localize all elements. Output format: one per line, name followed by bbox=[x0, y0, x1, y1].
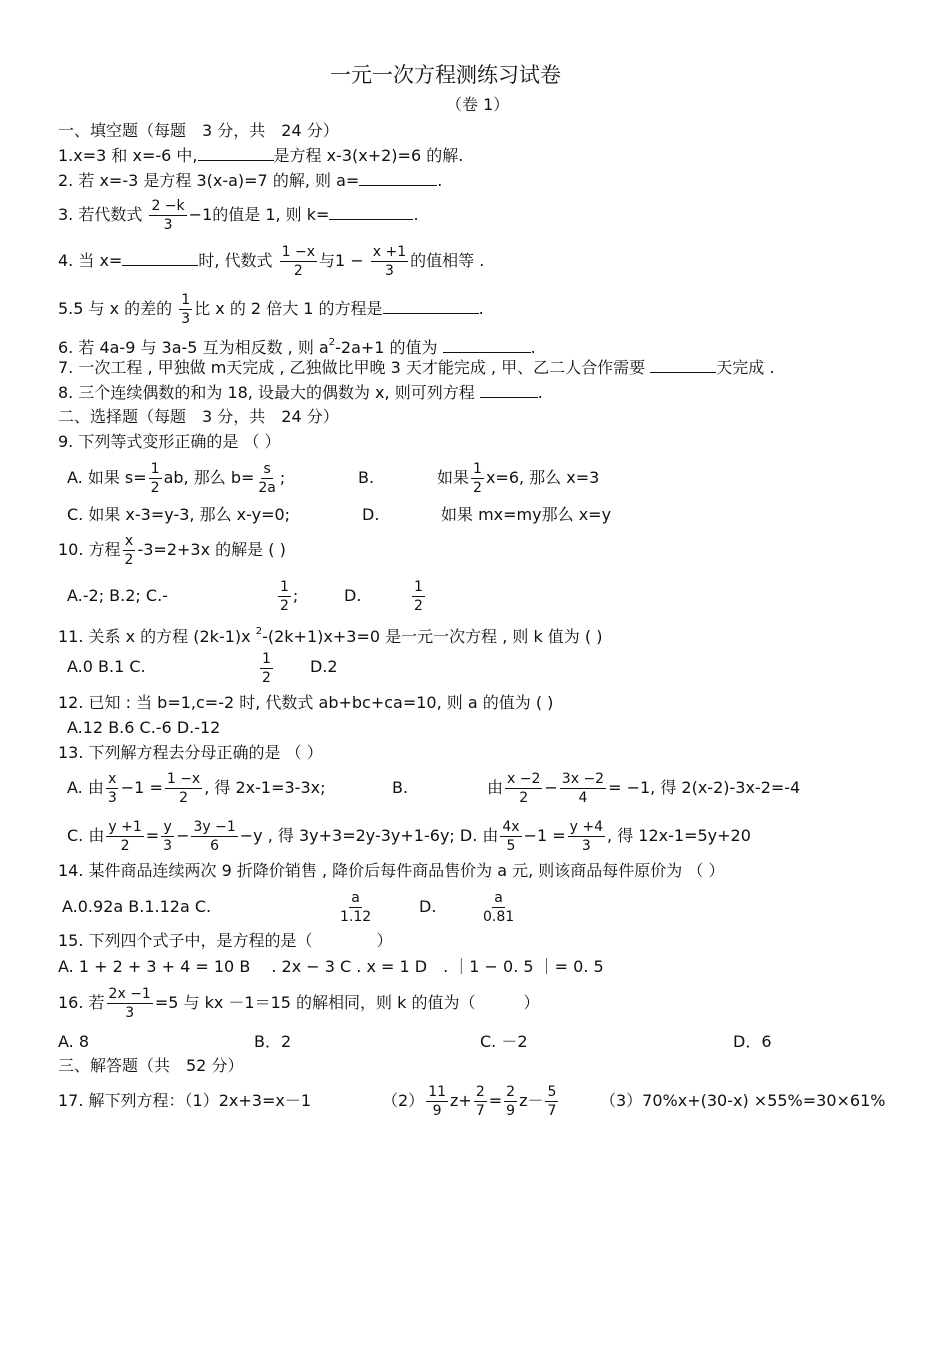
page-subtitle: （卷 1） bbox=[446, 95, 510, 114]
fraction-numerator: 1 −x bbox=[281, 244, 315, 260]
fraction bbox=[481, 889, 516, 926]
fraction-denominator: 2 bbox=[293, 263, 303, 279]
fraction bbox=[260, 650, 273, 687]
fraction-denominator: 3 bbox=[163, 217, 173, 233]
fraction-numerator: y +1 bbox=[108, 819, 142, 835]
fraction-denominator: 6 bbox=[210, 838, 220, 854]
q9-a-text: A. 如果 s= bbox=[67, 468, 147, 487]
fraction-numerator: x bbox=[124, 533, 134, 549]
q14-option-d bbox=[479, 887, 518, 927]
q16-text-a: 16. 若 bbox=[58, 993, 105, 1012]
answer-blank[interactable] bbox=[198, 146, 274, 161]
fraction bbox=[179, 291, 192, 328]
q9-option-b bbox=[437, 458, 599, 498]
fraction bbox=[161, 818, 174, 855]
q11-text-a: 11. 关系 x 的方程 (2k-1)x bbox=[58, 627, 251, 646]
q14-option-d-label: D. bbox=[419, 897, 437, 916]
q10-options: A.-2; B.2; C.- bbox=[67, 586, 168, 605]
fraction-denominator: 2 bbox=[280, 598, 289, 614]
question-2 bbox=[58, 171, 442, 191]
q11-option-d: D.2 bbox=[310, 657, 338, 676]
fraction bbox=[500, 818, 521, 855]
fraction-numerator: 4x bbox=[502, 819, 520, 835]
superscript: 2 bbox=[328, 337, 336, 348]
fraction bbox=[191, 818, 237, 855]
q16-option-d: D．6 bbox=[733, 1032, 772, 1051]
fraction bbox=[426, 1083, 448, 1120]
fraction-numerator: 1 bbox=[473, 461, 482, 477]
q13-c-text: −y , 得 3y+3=2y-3y+1-6y; D. 由 bbox=[239, 826, 499, 845]
answer-blank[interactable] bbox=[383, 299, 479, 314]
q13-d-text: −1 = bbox=[523, 826, 566, 845]
q9-option-d: 如果 mx=my那么 x=y bbox=[441, 505, 612, 524]
question-10 bbox=[58, 530, 286, 570]
q1-text-a: 1.x=3 和 x=-6 中, bbox=[58, 146, 198, 165]
question-14-stem: 14. 某件商品连续两次 9 折降价销售 , 降价后每件商品售价为 a 元, 则该商品每件原价为 （ ） bbox=[58, 861, 725, 880]
q9-b-text: 如果 bbox=[437, 468, 470, 487]
fraction-denominator: 9 bbox=[432, 1103, 442, 1119]
section-heading-choice: 二、选择题（每题 3 分，共 24 分） bbox=[58, 407, 339, 426]
fraction-numerator: a bbox=[351, 890, 360, 906]
q17-text: （2） bbox=[382, 1091, 425, 1110]
q4-text-d: 的值相等 . bbox=[410, 251, 485, 270]
q13-option-b bbox=[487, 768, 800, 808]
question-17-part-2 bbox=[382, 1081, 560, 1121]
fraction-numerator: 1 bbox=[150, 461, 160, 477]
q9-b-text: x=6, 那么 x=3 bbox=[485, 468, 600, 487]
answer-blank[interactable] bbox=[443, 338, 531, 353]
q3-text-a: 3. 若代数式 bbox=[58, 205, 143, 224]
fraction-numerator: 11 bbox=[428, 1084, 447, 1100]
q8-text-b: . bbox=[537, 383, 543, 402]
fraction bbox=[371, 243, 408, 280]
q13-option-c-d bbox=[67, 816, 751, 856]
fraction bbox=[256, 460, 278, 497]
fraction bbox=[412, 578, 425, 615]
question-12-stem: 12. 已知 : 当 b=1,c=-2 时, 代数式 ab+bc+ca=10, 则 a 的值为 ( ) bbox=[58, 693, 554, 712]
q9-option-b-label: B. bbox=[358, 468, 375, 487]
question-15-stem: 15. 下列四个式子中，是方程的是（ ） bbox=[58, 931, 393, 950]
answer-blank[interactable] bbox=[650, 358, 716, 373]
q17-text: z－ bbox=[519, 1091, 544, 1110]
fraction bbox=[545, 1083, 558, 1120]
q6-text-b: -2a+1 的值为 bbox=[335, 338, 438, 357]
q2-text-b: . bbox=[437, 171, 443, 190]
fraction-denominator: 1.12 bbox=[340, 909, 372, 925]
fraction-denominator: 2 bbox=[150, 480, 160, 496]
fraction-numerator: 2x −1 bbox=[108, 986, 151, 1002]
fraction-denominator: 2 bbox=[519, 790, 529, 806]
q13-a-text: , 得 2x-1=3-3x; bbox=[204, 778, 326, 797]
fraction-denominator: 3 bbox=[125, 1005, 135, 1021]
q4-text-c: 与1 − bbox=[318, 251, 364, 270]
q14-options: A.0.92a B.1.12a C. bbox=[62, 897, 212, 916]
fraction bbox=[471, 460, 484, 497]
q9-a-text: ab, 那么 b= bbox=[163, 468, 255, 487]
q14-option-c bbox=[336, 887, 375, 927]
q7-text-b: 天完成 . bbox=[716, 358, 775, 377]
q8-text-a: 8. 三个连续偶数的和为 18, 设最大的偶数为 x, 则可列方程 bbox=[58, 383, 475, 402]
fraction-numerator: 1 bbox=[414, 579, 423, 595]
fraction-numerator: x +1 bbox=[372, 244, 407, 260]
fraction bbox=[504, 1083, 517, 1120]
q9-option-a bbox=[67, 458, 285, 498]
q13-b-text: − bbox=[544, 778, 558, 797]
fraction-numerator: 1 −x bbox=[166, 771, 201, 787]
fraction-denominator: 2 bbox=[120, 838, 130, 854]
fraction bbox=[338, 889, 373, 926]
fraction-numerator: 1 bbox=[181, 292, 191, 308]
fraction-denominator: 3 bbox=[581, 838, 591, 854]
q13-c-text: C. 由 bbox=[67, 826, 105, 845]
fraction-numerator: a bbox=[494, 890, 503, 906]
q4-text-b: 时, 代数式 bbox=[198, 251, 273, 270]
q10-option-d bbox=[410, 576, 427, 616]
fraction-denominator: 4 bbox=[578, 790, 588, 806]
fraction-denominator: 3 bbox=[163, 838, 173, 854]
q11-text-b: -(2k+1)x+3=0 是一元一次方程 , 则 k 值为 ( ) bbox=[262, 627, 603, 646]
q5-text-b: 比 x 的 2 倍大 1 的方程是 bbox=[194, 299, 383, 318]
fraction-denominator: 5 bbox=[506, 838, 516, 854]
q13-b-text: = −1, 得 2(x-2)-3x-2=-4 bbox=[608, 778, 801, 797]
q5-text-c: . bbox=[478, 299, 484, 318]
fraction-numerator: 1 bbox=[280, 579, 289, 595]
fraction-numerator: 3x −2 bbox=[561, 771, 605, 787]
answer-blank[interactable] bbox=[122, 251, 198, 266]
question-9-stem: 9. 下列等式变形正确的是 （ ） bbox=[58, 432, 281, 451]
q3-text-c: . bbox=[413, 205, 419, 224]
q11-option-c bbox=[258, 648, 275, 688]
q13-option-b-label: B. bbox=[392, 778, 409, 797]
fraction bbox=[278, 578, 291, 615]
section-heading-solve: 三、解答题（共 52 分） bbox=[58, 1056, 244, 1075]
q13-b-text: 由 bbox=[487, 778, 504, 797]
q6-text-a: 6. 若 4a-9 与 3a-5 互为相反数 , 则 a bbox=[58, 338, 329, 357]
q9-option-d-label: D. bbox=[362, 505, 380, 524]
question-7 bbox=[58, 358, 774, 378]
fraction bbox=[149, 460, 162, 497]
q13-option-a bbox=[67, 768, 325, 808]
q16-option-c: C. －2 bbox=[480, 1032, 528, 1051]
q5-text-a: 5.5 与 x 的差的 bbox=[58, 299, 173, 318]
fraction-denominator: 2 bbox=[179, 790, 188, 806]
q10-semicolon: ; bbox=[292, 586, 299, 605]
question-1 bbox=[58, 146, 463, 166]
fraction-numerator: s bbox=[263, 461, 271, 477]
q13-c-text: = bbox=[145, 826, 160, 845]
answer-blank[interactable] bbox=[329, 205, 413, 220]
fraction-denominator: 3 bbox=[181, 311, 191, 327]
fraction-denominator: 7 bbox=[475, 1103, 485, 1119]
fraction bbox=[568, 818, 605, 855]
q3-text-b: −1的值是 1, 则 k= bbox=[188, 205, 330, 224]
fraction-numerator: y bbox=[163, 819, 172, 835]
question-17-part-1: 17. 解下列方程：（1）2x+3=x－1 bbox=[58, 1091, 312, 1110]
fraction-denominator: 2a bbox=[258, 480, 276, 496]
q13-a-text: −1 = bbox=[120, 778, 163, 797]
fraction bbox=[165, 770, 202, 807]
fraction-denominator: 3 bbox=[107, 790, 117, 806]
q9-option-c: C. 如果 x-3=y-3, 那么 x-y=0; bbox=[67, 505, 291, 524]
fraction-denominator: 2 bbox=[473, 480, 482, 496]
question-6 bbox=[58, 333, 536, 358]
q17-text: = bbox=[488, 1091, 503, 1110]
fraction-numerator: 3y −1 bbox=[193, 819, 236, 835]
q6-text-c: . bbox=[530, 338, 536, 357]
q7-text-a: 7. 一次工程 , 甲独做 m天完成 , 乙独做比甲晚 3 天才能完成 , 甲、乙二人合作需要 bbox=[58, 358, 646, 377]
fraction-numerator: x −2 bbox=[507, 771, 541, 787]
q10-text-a: 10. 方程 bbox=[58, 540, 121, 559]
question-5 bbox=[58, 289, 484, 329]
question-17-part-3: （3）70%x+(30-x) ×55%=30×61% bbox=[600, 1091, 886, 1110]
fraction-numerator: 1 bbox=[262, 651, 271, 667]
question-8 bbox=[58, 383, 543, 403]
fraction-numerator: 2 bbox=[506, 1084, 516, 1100]
q9-a-text: ; bbox=[279, 468, 286, 487]
q16-text-b: =5 与 kx －1＝15 的解相同，则 k 的值为（ ） bbox=[154, 993, 540, 1012]
superscript: 2 bbox=[255, 626, 263, 637]
answer-blank[interactable] bbox=[480, 383, 538, 398]
fraction-denominator: 2 bbox=[124, 552, 134, 568]
q17-text: z+ bbox=[450, 1091, 472, 1110]
q13-d-text: , 得 12x-1=5y+20 bbox=[607, 826, 751, 845]
fraction bbox=[505, 770, 542, 807]
fraction-denominator: 7 bbox=[547, 1103, 557, 1119]
fraction bbox=[149, 197, 186, 234]
fraction-numerator: 2 −k bbox=[151, 198, 185, 214]
fraction bbox=[106, 818, 143, 855]
q10-option-c bbox=[276, 576, 298, 616]
q2-text-a: 2. 若 x=-3 是方程 3(x-a)=7 的解, 则 a= bbox=[58, 171, 360, 190]
q16-option-b: B．2 bbox=[254, 1032, 292, 1051]
fraction bbox=[123, 532, 136, 569]
fraction bbox=[280, 243, 317, 280]
q10-option-d-label: D. bbox=[344, 586, 362, 605]
q16-option-a: A. 8 bbox=[58, 1032, 90, 1051]
fraction bbox=[107, 985, 153, 1022]
fraction bbox=[474, 1083, 487, 1120]
q4-text-a: 4. 当 x= bbox=[58, 251, 123, 270]
question-16 bbox=[58, 983, 539, 1023]
q10-text-b: -3=2+3x 的解是 ( ) bbox=[137, 540, 286, 559]
q11-options: A.0 B.1 C. bbox=[67, 657, 146, 676]
question-3 bbox=[58, 195, 419, 235]
fraction-numerator: x bbox=[108, 771, 117, 787]
q13-c-text: − bbox=[176, 826, 190, 845]
q13-a-text: A. 由 bbox=[67, 778, 104, 797]
answer-blank[interactable] bbox=[359, 171, 437, 186]
fraction bbox=[106, 770, 119, 807]
fraction-denominator: 2 bbox=[414, 598, 423, 614]
fraction-numerator: 2 bbox=[475, 1084, 485, 1100]
q1-text-b: 是方程 x-3(x+2)=6 的解. bbox=[273, 146, 464, 165]
fraction-numerator: y +4 bbox=[569, 819, 604, 835]
fraction bbox=[560, 770, 606, 807]
fraction-denominator: 3 bbox=[384, 263, 394, 279]
section-heading-fill-in: 一、填空题（每题 3 分，共 24 分） bbox=[58, 121, 339, 140]
fraction-denominator: 0.81 bbox=[483, 909, 515, 925]
q15-options: A. 1 + 2 + 3 + 4 = 10 B . 2x − 3 C . x = 1 D . ｜1 − 0. 5 ｜= 0. 5 bbox=[58, 957, 604, 976]
fraction-denominator: 9 bbox=[506, 1103, 516, 1119]
question-11 bbox=[58, 622, 602, 647]
question-4 bbox=[58, 241, 484, 281]
page-title: 一元一次方程测练习试卷 bbox=[330, 63, 561, 87]
question-13-stem: 13. 下列解方程去分母正确的是 （ ） bbox=[58, 743, 323, 762]
fraction-numerator: 5 bbox=[547, 1084, 557, 1100]
q12-options: A.12 B.6 C.-6 D.-12 bbox=[67, 718, 221, 737]
fraction-denominator: 2 bbox=[262, 670, 271, 686]
